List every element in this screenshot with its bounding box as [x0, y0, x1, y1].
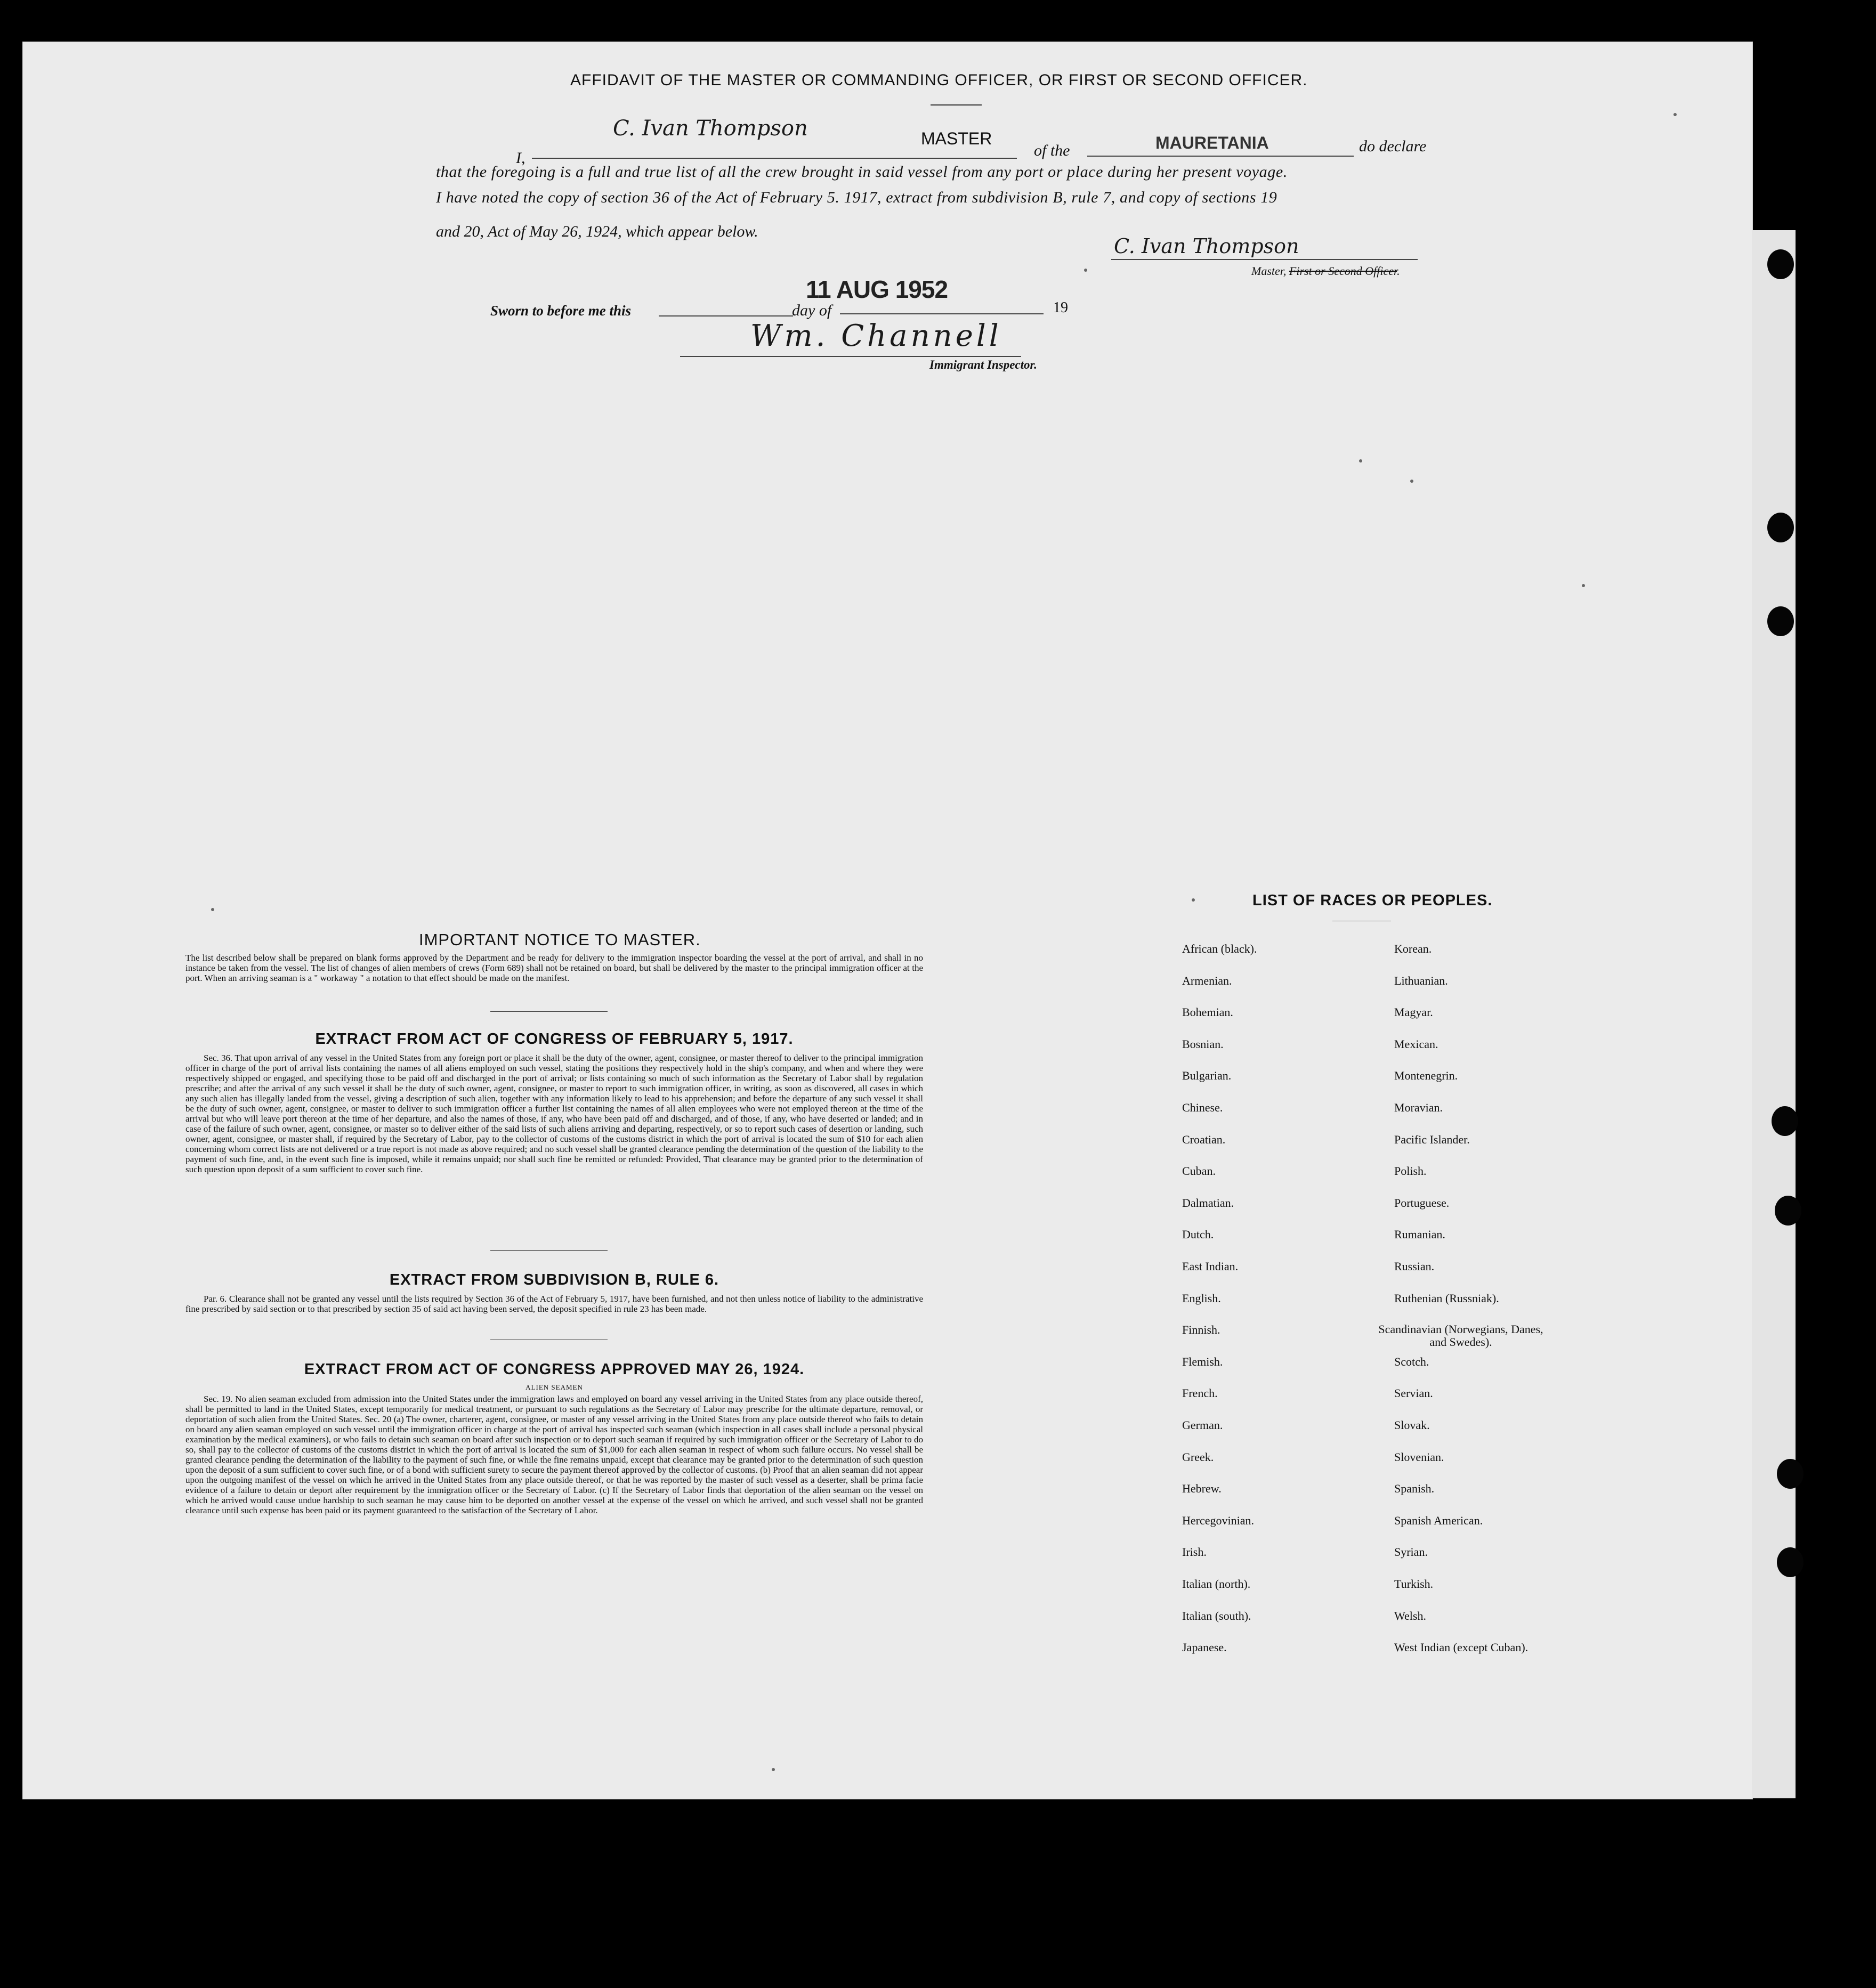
race-item: Hercegovinian.: [1182, 1513, 1254, 1527]
extract-1924-subtitle: ALIEN SEAMEN: [525, 1383, 583, 1391]
race-item: Pacific Islander.: [1394, 1132, 1470, 1146]
master-signature-lower: C. Ivan Thompson: [1114, 234, 1299, 258]
signature-caption-struck: First or Second Officer: [1289, 264, 1397, 278]
signature-line: [1111, 259, 1418, 260]
extract-1917-title: EXTRACT FROM ACT OF CONGRESS OF FEBRUARY 5, 1917.: [315, 1030, 794, 1048]
race-item: German.: [1182, 1418, 1223, 1432]
speck: [1359, 459, 1362, 462]
inspector-caption: Immigrant Inspector.: [929, 358, 1037, 371]
year-prefix: 19: [1053, 299, 1068, 316]
race-item: Armenian.: [1182, 973, 1232, 987]
race-item: French.: [1182, 1386, 1218, 1400]
race-item: Mexican.: [1394, 1037, 1438, 1051]
punch-hole: [1767, 606, 1794, 636]
race-item: Irish.: [1182, 1545, 1207, 1559]
punch-hole: [1777, 1459, 1804, 1489]
signature-caption-suffix: .: [1397, 264, 1400, 278]
punch-hole: [1777, 1547, 1804, 1577]
speck: [1192, 898, 1195, 902]
declaration-line-4: and 20, Act of May 26, 1924, which appear below.: [436, 223, 758, 240]
race-item: Greek.: [1182, 1450, 1214, 1464]
race-item: Spanish.: [1394, 1482, 1435, 1496]
race-item: Ruthenian (Russniak).: [1394, 1291, 1499, 1305]
race-item: Montenegrin.: [1394, 1069, 1458, 1083]
race-item: Slovenian.: [1394, 1450, 1444, 1464]
master-name-line: [532, 158, 1017, 159]
punch-hole: [1772, 1106, 1798, 1136]
day-of-label: day of: [792, 302, 832, 319]
divider: [931, 104, 982, 106]
race-item: Servian.: [1394, 1386, 1433, 1400]
vessel-line: [1087, 156, 1354, 157]
sworn-line: [659, 315, 793, 317]
race-item: Cuban.: [1182, 1164, 1216, 1178]
race-item: Japanese.: [1182, 1641, 1227, 1654]
speck: [1410, 480, 1413, 483]
race-item: Italian (north).: [1182, 1577, 1251, 1591]
punch-hole: [1767, 513, 1794, 542]
inspector-signature: Wm. Channell: [750, 319, 1002, 353]
speck: [1673, 113, 1677, 116]
race-item: Rumanian.: [1394, 1228, 1445, 1242]
race-item: English.: [1182, 1291, 1221, 1305]
race-item: Scotch.: [1394, 1354, 1429, 1368]
speck: [1582, 584, 1585, 587]
date-stamp: 11 AUG 1952: [806, 275, 948, 303]
race-item: Syrian.: [1394, 1545, 1428, 1559]
inspector-line: [680, 356, 1021, 357]
master-signature: C. Ivan Thompson: [613, 116, 808, 141]
affidavit-title: AFFIDAVIT OF THE MASTER OR COMMANDING OFFICER, OR FIRST OR SECOND OFFICER.: [570, 71, 1308, 89]
rank-typed: MASTER: [921, 129, 992, 148]
subdivision-b-title: EXTRACT FROM SUBDIVISION B, RULE 6.: [389, 1271, 719, 1288]
race-item: Turkish.: [1394, 1577, 1434, 1591]
race-item: Moravian.: [1394, 1101, 1443, 1114]
document-sheet: [22, 42, 1753, 1799]
of-the-label: of the: [1034, 142, 1070, 159]
race-item: Hebrew.: [1182, 1482, 1222, 1496]
races-title: LIST OF RACES OR PEOPLES.: [1252, 892, 1493, 909]
race-item: West Indian (except Cuban).: [1394, 1641, 1529, 1654]
speck: [1084, 269, 1087, 272]
declaration-line-3: I have noted the copy of section 36 of the Act of February 5. 1917, extract from subdivision B, rule 7, and copy of sections 19: [436, 189, 1277, 206]
race-item: African (black).: [1182, 942, 1257, 955]
race-item: Chinese.: [1182, 1101, 1223, 1114]
divider: [490, 1250, 608, 1251]
race-item: Magyar.: [1394, 1005, 1433, 1019]
divider: [490, 1011, 608, 1012]
race-item: Russian.: [1394, 1260, 1435, 1273]
signature-caption-prefix: Master,: [1251, 264, 1287, 278]
race-item: Dalmatian.: [1182, 1196, 1234, 1210]
race-item: Welsh.: [1394, 1609, 1426, 1622]
signature-caption: [1251, 264, 1400, 278]
race-item: Dutch.: [1182, 1228, 1214, 1242]
race-item: Bosnian.: [1182, 1037, 1224, 1051]
punch-hole: [1775, 1196, 1801, 1226]
race-item: Bohemian.: [1182, 1005, 1233, 1019]
declaration-line-2: that the foregoing is a full and true list of all the crew brought in said vessel from any port or place during her present voyage.: [436, 163, 1288, 181]
race-item: Portuguese.: [1394, 1196, 1450, 1210]
race-item: Italian (south).: [1182, 1609, 1251, 1622]
race-item: Finnish.: [1182, 1323, 1220, 1337]
race-item: Korean.: [1394, 942, 1432, 955]
sworn-label: Sworn to before me this: [490, 303, 632, 319]
vessel-name: MAURETANIA: [1155, 133, 1269, 152]
race-item: Scandinavian (Norwegians, Danes, and Swedes).: [1378, 1322, 1543, 1349]
race-item: East Indian.: [1182, 1260, 1239, 1273]
notice-text: The list described below shall be prepared on blank forms approved by the Department and be ready for delivery to the immigration inspector boarding the vessel at the port of arrival, and shall in no instance be taken from the vessel. The list of changes of alien members of crews (Form 689) shall not be retained on board, but shall be delivered by the master to the principal immigration officer at the port. When an arriving seaman is a " workaway " a notation to that effect should be made on the manifest.: [185, 953, 923, 983]
race-item: Flemish.: [1182, 1354, 1223, 1368]
extract-1917-text: Sec. 36. That upon arrival of any vessel in the United States from any foreign port or place it shall be the duty of the owner, agent, consignee, or master thereof to deliver to the principal immigration officer in charge of the port of arrival lists containing the names of all aliens employed on such vessel, stating the positions they respectively hold in the ship's company, and when and where they were respectively shipped or engaged, and specifying those to be paid off and discharged in the port of arrival; or lists containing so much of such information as the Secretary of Labor shall by regulation prescribe; and after the arrival of any such vessel it shall be the duty of such owner, agent, consignee, or master to report to such immigration officer, in writing, as soon as discovered, all cases in which any such alien has illegally landed from the vessel, giving a description of such alien, together with any information likely to lead to his apprehension; and before the departure of any such vessel it shall be the duty of such owner, agent, consignee, or master to deliver to such immigration officer a further list containing the names of all alien employees who were not employed thereon at the time of the arrival but who will leave port thereon at the time of her departure, and also the names of those, if any, who have been paid off and discharged, and of those, if any, who have deserted or landed; and in case of the failure of such owner, agent, consignee, or master so to deliver either of the said lists of such aliens arriving and departing, respectively, or so to report such cases of desertion or landing, such owner, agent, consignee, or master shall, if required by the Secretary of Labor, pay to the collector of customs of the customs district in which the port of arrival is located the sum of $10 for each alien concerning whom correct lists are not delivered or a true report is not made as above required; and no such vessel shall be granted clearance pending the determination of the question of the liability to the payment of such fine, and, in the event such fine is imposed, while it remains unpaid; nor shall such fine be remitted or refunded: Provided, That clearance may be granted prior to the determination of such question upon deposit of a sum sufficient to cover such fine.: [185, 1053, 923, 1174]
do-declare-label: do declare: [1359, 137, 1427, 155]
i-label: I,: [516, 149, 525, 167]
race-item: Lithuanian.: [1394, 973, 1448, 987]
punch-hole: [1767, 249, 1794, 279]
extract-1924-title: EXTRACT FROM ACT OF CONGRESS APPROVED MAY 26, 1924.: [304, 1361, 805, 1378]
race-item: Croatian.: [1182, 1132, 1226, 1146]
race-item: Spanish American.: [1394, 1513, 1483, 1527]
speck: [772, 1768, 775, 1771]
race-item: Bulgarian.: [1182, 1069, 1232, 1083]
race-item: Slovak.: [1394, 1418, 1430, 1432]
day-of-line: [840, 313, 1044, 314]
race-item: Polish.: [1394, 1164, 1427, 1178]
extract-1924-text: Sec. 19. No alien seaman excluded from admission into the United States under the immigration laws and employed on board any vessel arriving in the United States from any place outside thereof, shall be permitted to land in the United States, except temporarily for medical treatment, or pursuant to such regulations as the Secretary of Labor may prescribe for the ultimate departure, removal, or deportation of such alien from the United States. Sec. 20 (a) The owner, charterer, agent, consignee, or master of any vessel arriving in the United States from any place outside thereof who fails to detain on board any alien seaman employed on such vessel until the immigration officer in charge at the port of arrival has inspected such seaman (which inspection in all cases shall include a personal physical examination by the medical examiners), or who fails to detain such seaman on board after such inspection or to deport such seaman if required by such immigration officer or the Secretary of Labor to do so, shall pay to the collector of customs of the customs district in which the port of arrival is located the sum of $1,000 for each alien seaman in respect of whom such failure occurs. No vessel shall be granted clearance pending the determination of the liability to the payment of such fine, or while the fine remains unpaid, except that clearance may be granted prior to the determination of such question upon the deposit of a sum sufficient to cover such fine, or of a bond with sufficient surety to secure the payment thereof approved by the collector of customs. (b) Proof that an alien seaman did not appear upon the outgoing manifest of the vessel on which he arrived in the United States from any place outside thereof, or that he was reported by the master of such vessel as a deserter, shall be prima facie evidence of a failure to detain or deport after requirement by the immigration officer or the Secretary of Labor. (c) If the Secretary of Labor finds that deportation of the alien seaman on the vessel on which he arrived would cause undue hardship to such seaman he may cause him to be deported on another vessel at the expense of the vessel on which he arrived, and such vessel shall not be granted clearance until such expense has been paid or its payment guaranteed to the satisfaction of the Secretary of Labor.: [185, 1394, 923, 1515]
notice-title: IMPORTANT NOTICE TO MASTER.: [419, 930, 701, 949]
speck: [211, 908, 214, 911]
subdivision-b-text: Par. 6. Clearance shall not be granted any vessel until the lists required by Section 36 of the Act of February 5, 1917, have been furnished, and not then unless notice of liability to the administrative fine prescribed by said section or to that prescribed by section 35 of said act having been served, the deposit specified in rule 23 has been made.: [185, 1294, 923, 1314]
